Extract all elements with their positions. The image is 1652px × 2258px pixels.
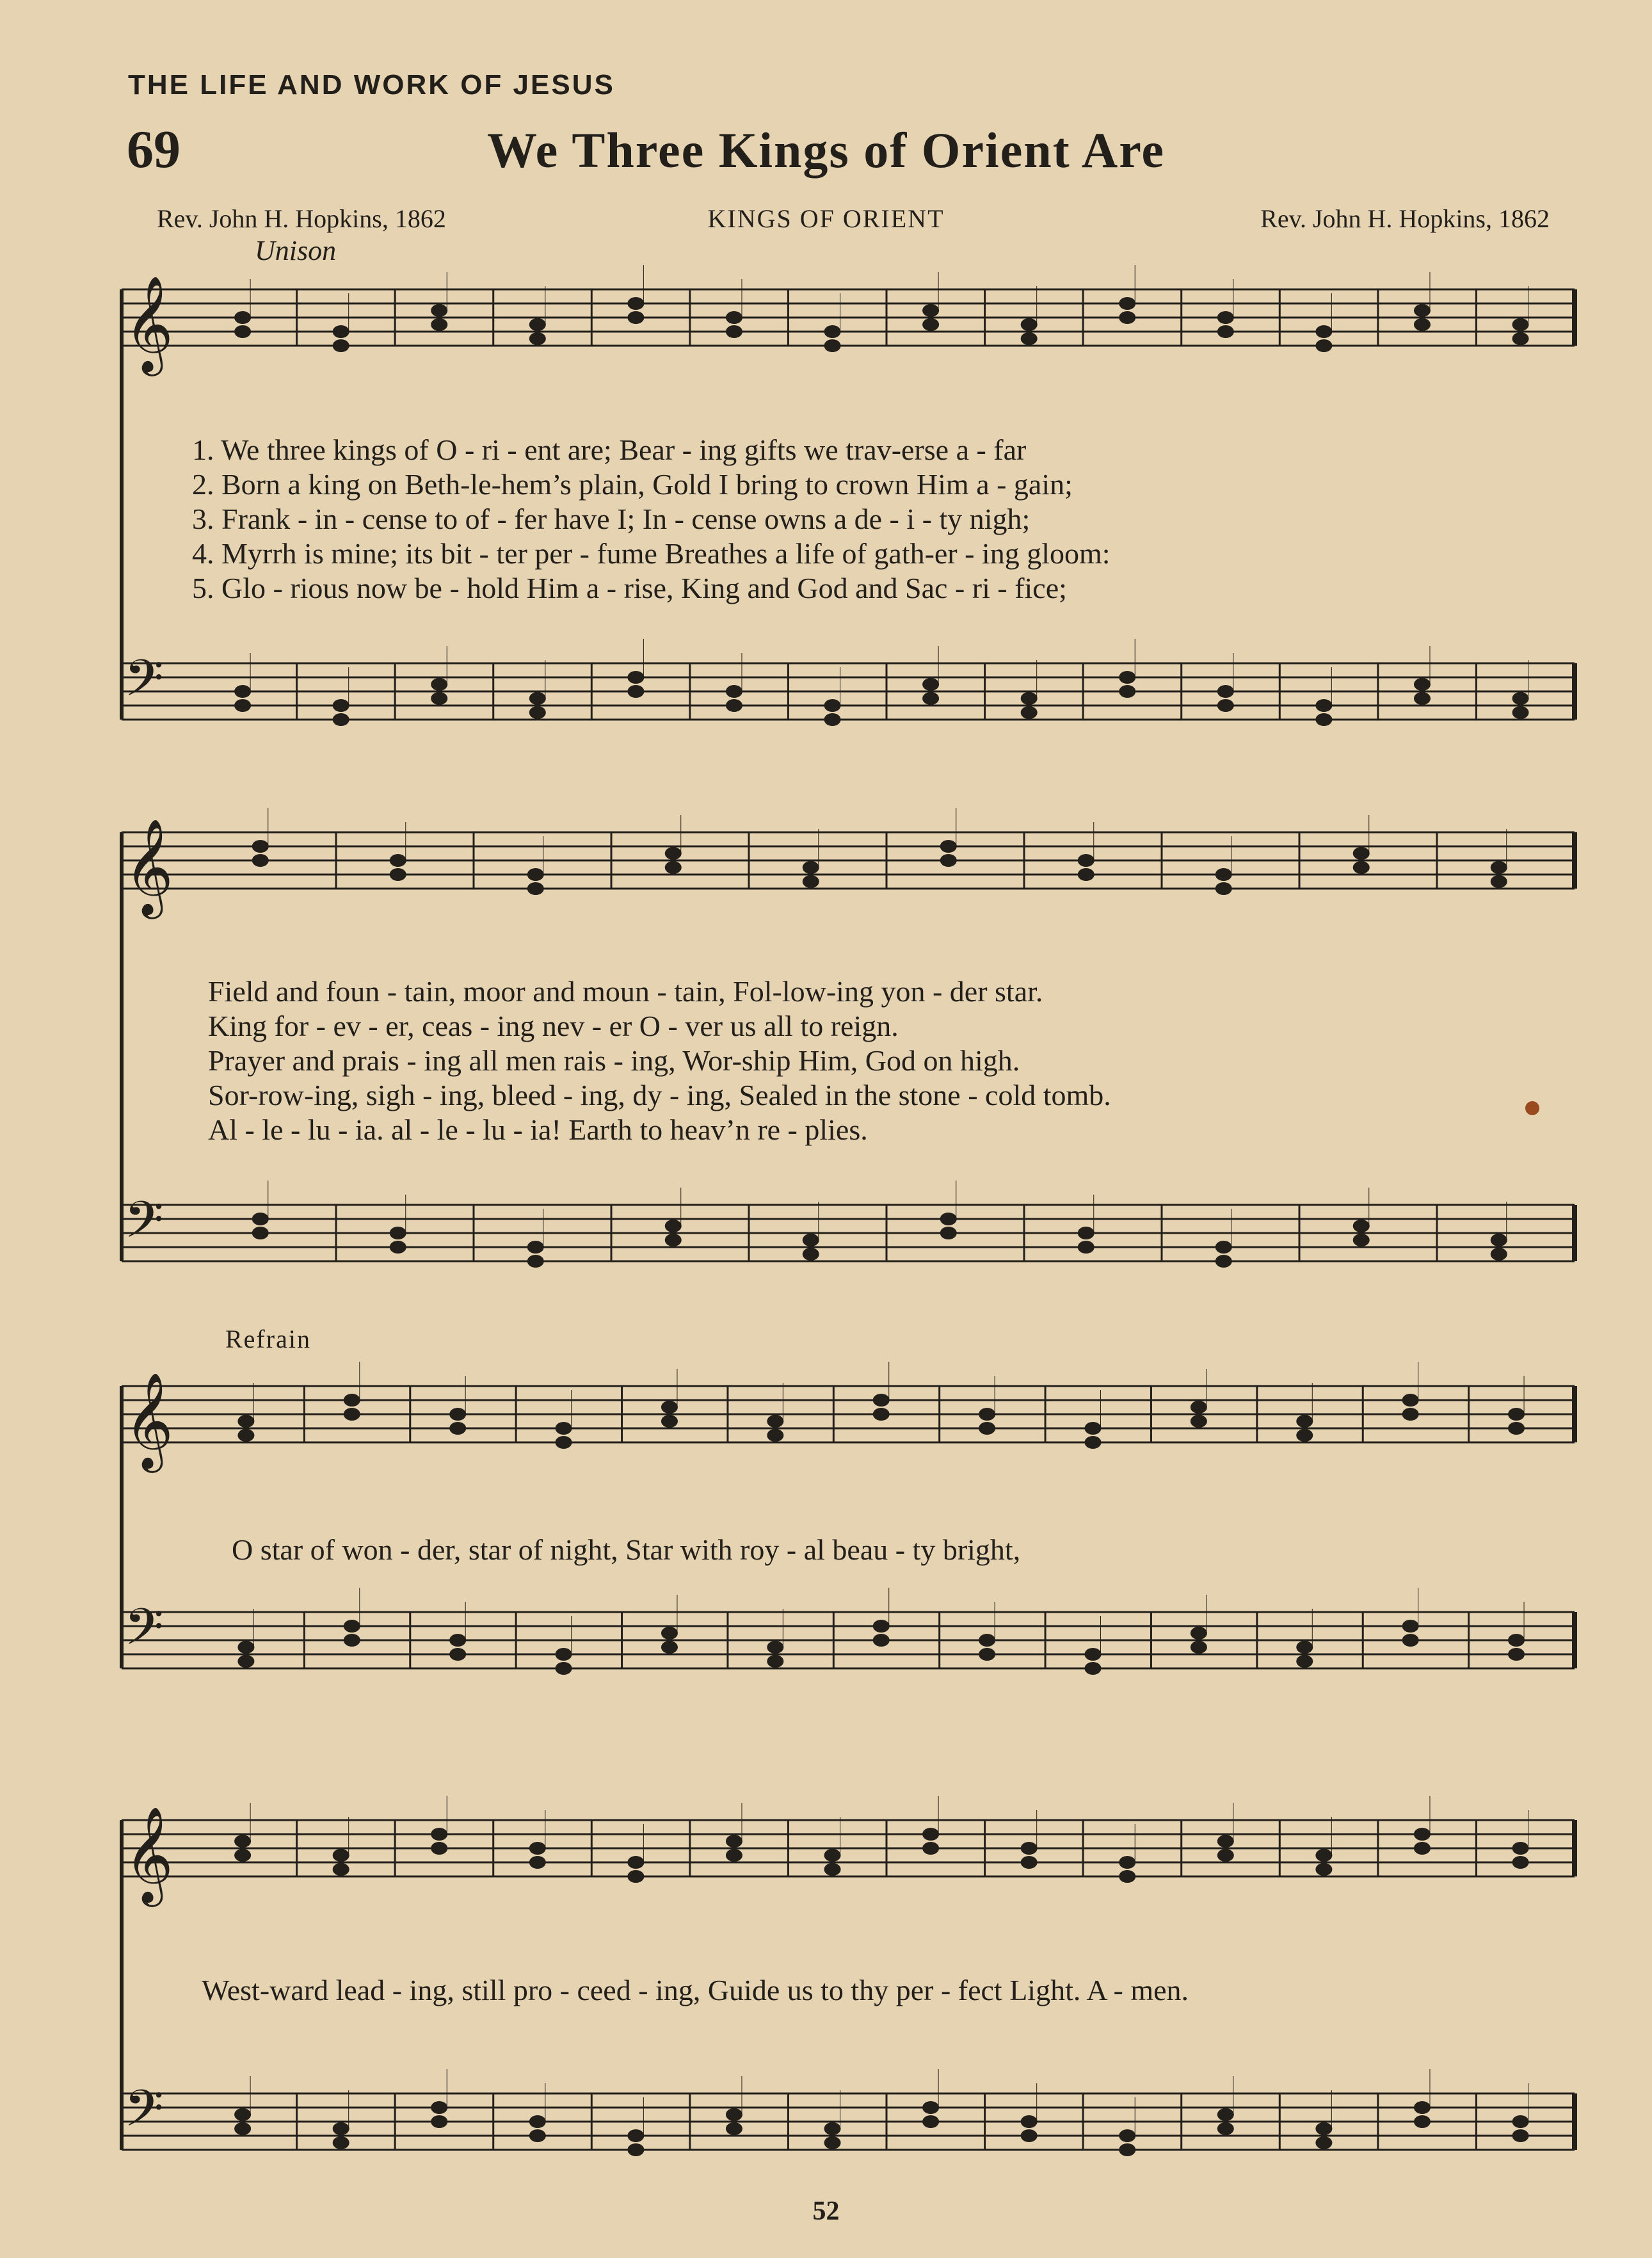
note-head [1512, 2129, 1529, 2142]
note-head [1512, 318, 1529, 331]
note-head [333, 699, 349, 712]
note-head [1414, 318, 1431, 331]
note-head [252, 1213, 269, 1225]
note-head [449, 1408, 466, 1421]
ink-stain [1525, 1101, 1539, 1115]
note-head [1119, 1870, 1135, 1883]
note-head [767, 1655, 783, 1668]
note-head [1021, 706, 1038, 719]
note-head [767, 1429, 783, 1442]
note-head [431, 678, 447, 691]
note-head [234, 1849, 251, 1862]
note-head [803, 861, 819, 874]
note-head [529, 1842, 546, 1855]
note-head [527, 1241, 544, 1254]
note-head [252, 1227, 269, 1239]
note-head [333, 339, 349, 352]
words-credit: Rev. John H. Hopkins, 1862 [157, 204, 446, 233]
note-head [1315, 699, 1332, 712]
note-head [940, 840, 957, 853]
note-head [1119, 671, 1135, 684]
note-head [1414, 2101, 1431, 2114]
note-head [1119, 1856, 1135, 1869]
note-head [726, 2122, 742, 2135]
refrain-line-1: O star of won - der, star of night, Star with roy - al beau - ty bright, [232, 1533, 1021, 1566]
verse-line-4b: Sor-row-ing, sigh - ing, bleed - ing, dy - ing, Sealed in the stone - cold tomb. [208, 1079, 1111, 1111]
note-head [1315, 1863, 1332, 1876]
music-credit: Rev. John H. Hopkins, 1862 [1260, 204, 1550, 233]
note-head [449, 1648, 466, 1661]
note-head [1085, 1662, 1102, 1675]
note-head [344, 1620, 360, 1633]
note-head [1512, 692, 1529, 705]
note-head [767, 1415, 783, 1428]
note-head [390, 1227, 406, 1239]
note-head [1491, 1248, 1507, 1261]
note-head [1315, 1849, 1332, 1862]
note-head [979, 1634, 995, 1647]
note-head [873, 1620, 890, 1633]
note-head [627, 297, 644, 310]
verse-line-2: 2. Born a king on Beth-le-hem’s plain, Gold I bring to crown Him a - gain; [192, 468, 1073, 501]
note-head [1353, 1234, 1370, 1246]
note-head [527, 882, 544, 895]
note-head [1296, 1415, 1313, 1428]
note-head [529, 2115, 546, 2128]
note-head [873, 1394, 890, 1407]
note-head [1217, 1849, 1234, 1862]
note-head [234, 1835, 251, 1848]
performance-direction: Unison [255, 235, 337, 266]
verse-line-4: 4. Myrrh is mine; its bit - ter per - fume Breathes a life of gath-er - ing gloom: [192, 537, 1111, 570]
verse-line-5: 5. Glo - rious now be - hold Him a - rise, King and God and Sac - ri - fice; [192, 572, 1067, 604]
note-head [234, 685, 251, 698]
note-head [1021, 2129, 1038, 2142]
note-head [390, 854, 406, 867]
note-head [665, 1234, 682, 1246]
note-head [726, 685, 742, 698]
note-head [940, 1213, 957, 1225]
note-head [1414, 2115, 1431, 2128]
note-head [344, 1408, 360, 1421]
verse-line-1: 1. We three kings of O - ri - ent are; Bear - ing gifts we trav-erse a - far [192, 433, 1027, 466]
note-head [726, 1835, 742, 1848]
hymn-number: 69 [127, 120, 180, 179]
note-head [1491, 1234, 1507, 1246]
verse-line-3: 3. Frank - in - cense to of - fer have I; In - cense owns a de - i - ty nigh; [192, 503, 1030, 535]
bass-clef: 𝄢 [124, 2079, 164, 2150]
note-head [333, 713, 349, 726]
note-head [252, 840, 269, 853]
page-number: 52 [812, 2197, 840, 2226]
note-head [1119, 2129, 1135, 2142]
note-head [527, 868, 544, 881]
note-head [661, 1627, 678, 1640]
treble-clef: 𝄞 [124, 1805, 173, 1903]
note-head [1315, 339, 1332, 352]
note-head [431, 692, 447, 705]
note-head [726, 311, 742, 324]
note-head [1217, 325, 1234, 338]
note-head [627, 671, 644, 684]
note-head [449, 1422, 466, 1435]
note-head [449, 1634, 466, 1647]
note-head [726, 325, 742, 338]
note-head [529, 706, 546, 719]
note-head [922, 678, 939, 691]
note-head [627, 311, 644, 324]
note-head [527, 1255, 544, 1268]
note-head [1217, 311, 1234, 324]
note-head [1078, 1241, 1095, 1254]
note-head [1021, 2115, 1038, 2128]
note-head [556, 1436, 572, 1449]
note-head [234, 311, 251, 324]
note-head [979, 1408, 995, 1421]
note-head [922, 304, 939, 317]
note-head [922, 2115, 939, 2128]
note-head [1512, 2115, 1529, 2128]
note-head [333, 1863, 349, 1876]
note-head [1119, 685, 1135, 698]
note-head [1021, 1856, 1038, 1869]
note-head [824, 1849, 841, 1862]
note-head [627, 685, 644, 698]
note-head [1078, 868, 1095, 881]
bass-clef: 𝄢 [124, 1597, 164, 1669]
note-head [1217, 2122, 1234, 2135]
note-head [824, 339, 841, 352]
note-head [431, 2101, 447, 2114]
note-head [556, 1662, 572, 1675]
note-head [1353, 1220, 1370, 1232]
note-head [922, 692, 939, 705]
note-head [1215, 882, 1232, 895]
section-header: THE LIFE AND WORK OF JESUS [128, 69, 615, 101]
note-head [431, 1828, 447, 1841]
note-head [1402, 1394, 1419, 1407]
note-head [1315, 325, 1332, 338]
note-head [873, 1408, 890, 1421]
note-head [940, 854, 957, 867]
note-head [1508, 1634, 1525, 1647]
note-head [940, 1227, 957, 1239]
bass-clef: 𝄢 [124, 1190, 164, 1262]
note-head [237, 1429, 254, 1442]
hymn-title: We Three Kings of Orient Are [486, 122, 1166, 178]
note-head [390, 1241, 406, 1254]
note-head [333, 325, 349, 338]
note-head [1021, 692, 1038, 705]
treble-clef: 𝄞 [124, 818, 173, 915]
note-head [237, 1655, 254, 1668]
note-head [556, 1648, 572, 1661]
note-head [726, 1849, 742, 1862]
note-head [529, 318, 546, 331]
note-head [824, 1863, 841, 1876]
note-head [1414, 692, 1431, 705]
note-head [1402, 1620, 1419, 1633]
note-head [824, 325, 841, 338]
note-head [1191, 1627, 1207, 1640]
note-head [1353, 861, 1370, 874]
note-head [390, 868, 406, 881]
note-head [1078, 854, 1095, 867]
note-head [979, 1648, 995, 1661]
note-head [627, 2129, 644, 2142]
note-head [1315, 713, 1332, 726]
note-head [1315, 2136, 1332, 2149]
note-head [1119, 297, 1135, 310]
verse-line-5b: Al - le - lu - ia. al - le - lu - ia! Earth to heav’n re - plies. [208, 1113, 868, 1146]
clefs [124, 275, 173, 2150]
note-head [234, 2108, 251, 2121]
note-head [1215, 1241, 1232, 1254]
note-head [1508, 1648, 1525, 1661]
note-head [1217, 1835, 1234, 1848]
note-head [237, 1641, 254, 1654]
note-head [1021, 1842, 1038, 1855]
note-head [1191, 1401, 1207, 1414]
note-head [431, 318, 447, 331]
note-head [665, 1220, 682, 1232]
note-head [661, 1401, 678, 1414]
note-head [1508, 1422, 1525, 1435]
note-head [1191, 1415, 1207, 1428]
note-head [1215, 868, 1232, 881]
note-head [1315, 2122, 1332, 2135]
note-head [234, 325, 251, 338]
note-head [431, 2115, 447, 2128]
treble-clef: 𝄞 [124, 275, 173, 372]
note-head [529, 692, 546, 705]
bass-clef: 𝄢 [124, 649, 164, 720]
note-head [431, 1842, 447, 1855]
note-head [824, 2136, 841, 2149]
note-head [1296, 1429, 1313, 1442]
note-head [661, 1415, 678, 1428]
note-head [803, 875, 819, 888]
note-head [1414, 678, 1431, 691]
note-head [1402, 1408, 1419, 1421]
note-head [1217, 699, 1234, 712]
note-head [1512, 332, 1529, 345]
note-head [237, 1415, 254, 1428]
note-head [665, 861, 682, 874]
refrain-label: Refrain [225, 1325, 311, 1353]
note-head [1085, 1422, 1102, 1435]
note-head [922, 2101, 939, 2114]
note-head [529, 332, 546, 345]
note-head [1296, 1641, 1313, 1654]
note-head [529, 2129, 546, 2142]
note-head [1215, 1255, 1232, 1268]
note-head [1119, 311, 1135, 324]
note-head [344, 1394, 360, 1407]
note-head [1217, 685, 1234, 698]
note-head [726, 699, 742, 712]
note-head [1512, 1856, 1529, 1869]
note-head [627, 1856, 644, 1869]
note-head [873, 1634, 890, 1647]
note-head [824, 2122, 841, 2135]
note-head [803, 1248, 819, 1261]
note-head [922, 318, 939, 331]
note-head [333, 1849, 349, 1862]
note-head [1296, 1655, 1313, 1668]
note-head [1191, 1641, 1207, 1654]
note-head [234, 2122, 251, 2135]
note-head [1414, 1828, 1431, 1841]
note-head [979, 1422, 995, 1435]
verse-line-1b: Field and foun - tain, moor and moun - tain, Fol-low-ing yon - der star. [208, 975, 1043, 1008]
note-head [431, 304, 447, 317]
note-head [234, 699, 251, 712]
note-head [529, 1856, 546, 1869]
note-head [1021, 318, 1038, 331]
note-head [824, 699, 841, 712]
note-head [1078, 1227, 1095, 1239]
note-head [922, 1828, 939, 1841]
note-head [1085, 1436, 1102, 1449]
note-head [922, 1842, 939, 1855]
note-head [1402, 1634, 1419, 1647]
note-head [344, 1634, 360, 1647]
treble-clef: 𝄞 [124, 1371, 173, 1469]
note-head [1119, 2143, 1135, 2156]
refrain-line-2: West-ward lead - ing, still pro - ceed - ing, Guide us to thy per - fect Light. A - men. [202, 1974, 1189, 2006]
tune-name: KINGS OF ORIENT [707, 204, 945, 233]
note-head [627, 2143, 644, 2156]
note-head [767, 1641, 783, 1654]
note-head [661, 1641, 678, 1654]
note-head [1512, 1842, 1529, 1855]
verse-line-2b: King for - ev - er, ceas - ing nev - er O - ver us all to reign. [208, 1010, 899, 1042]
note-head [824, 713, 841, 726]
note-head [1414, 304, 1431, 317]
note-head [803, 1234, 819, 1246]
note-head [333, 2136, 349, 2149]
note-head [1353, 847, 1370, 860]
note-head [1512, 706, 1529, 719]
note-head [1021, 332, 1038, 345]
note-head [1414, 1842, 1431, 1855]
note-head [1217, 2108, 1234, 2121]
verse-line-3b: Prayer and prais - ing all men rais - ing, Wor-ship Him, God on high. [208, 1044, 1020, 1077]
note-head [1491, 861, 1507, 874]
note-head [726, 2108, 742, 2121]
note-head [665, 847, 682, 860]
note-head [252, 854, 269, 867]
note-head [1508, 1408, 1525, 1421]
note-head [333, 2122, 349, 2135]
note-head [1491, 875, 1507, 888]
note-head [627, 1870, 644, 1883]
note-head [1085, 1648, 1102, 1661]
note-head [556, 1422, 572, 1435]
